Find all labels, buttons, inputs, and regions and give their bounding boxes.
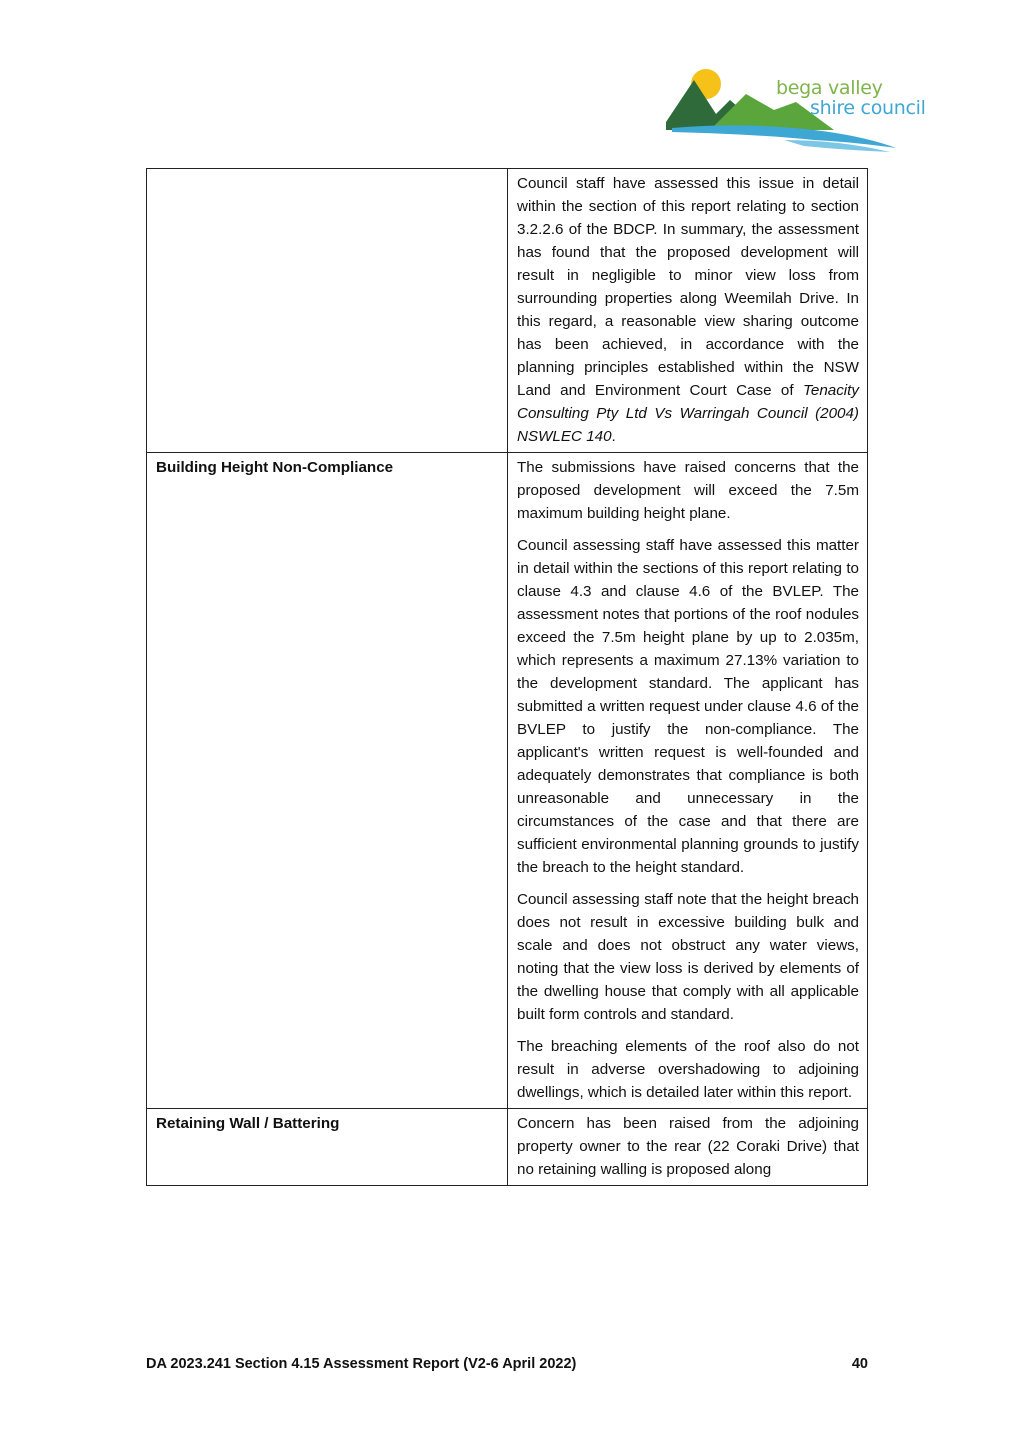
page-number: 40 <box>851 1356 868 1372</box>
text-run: Council staff have assessed this issue in detail within the section of this report relating to section 3.2.2.6 of the BDCP. In summary, the assessment has found that the proposed development will result in negligible to minor view loss from surrounding properties along Weemilah Drive. In this regard, a reasonable view sharing outcome has been achieved, in accordance with the planning principles established within the NSW Land and Environment Court Case of <box>517 175 859 399</box>
text-run: The breaching elements of the roof also do not result in adverse overshadowing to adjoining dwellings, which is detailed later within this report. <box>517 1038 859 1101</box>
text-run: . <box>611 428 616 445</box>
text-run: The submissions have raised concerns that the proposed development will exceed the 7.5m maximum building height plane. <box>517 459 859 522</box>
issue-cell <box>147 169 508 453</box>
response-paragraph <box>517 456 859 525</box>
council-logo <box>664 60 944 158</box>
text-run: Council assessing staff have assessed this matter in detail within the sections of this report relating to clause 4.3 and clause 4.6 of the BVLEP. The assessment notes that portions of the roof nodules exceed the 7.5m height plane by up to 2.035m, which represents a maximum 27.13% variation to the development standard. The applicant has submitted a written request under clause 4.6 of the BVLEP to justify the non-compliance. The applicant's written request is well-founded and adequately demonstrates that compliance is both unreasonable and unnecessary in the circumstances of the case and that there are sufficient environmental planning grounds to justify the breach to the height standard. <box>517 537 859 876</box>
response-paragraph <box>517 888 859 1026</box>
response-paragraph <box>517 172 859 448</box>
table-row <box>147 453 868 1109</box>
text-run: Concern has been raised from the adjoining property owner to the rear (22 Coraki Drive) that no retaining walling is proposed along <box>517 1115 859 1178</box>
page-footer <box>146 1356 868 1372</box>
response-paragraph <box>517 1112 859 1181</box>
logo-line-2: shire council <box>810 97 926 119</box>
response-paragraph <box>517 534 859 879</box>
response-cell <box>508 169 868 453</box>
case-citation: Tenacity Consulting Pty Ltd Vs Warringah Council (2004) NSWLEC 140 <box>517 382 859 445</box>
issue-cell: Retaining Wall / Battering <box>147 1109 508 1186</box>
table-row <box>147 1109 868 1186</box>
submissions-table <box>146 168 868 1186</box>
logo-wave <box>672 125 896 148</box>
response-paragraph <box>517 1035 859 1104</box>
response-cell <box>508 1109 868 1186</box>
submissions-table-body <box>147 169 868 1186</box>
issue-cell: Building Height Non-Compliance <box>147 453 508 1109</box>
logo-wordmark <box>776 78 926 118</box>
table-row <box>147 169 868 453</box>
footer-title: DA 2023.241 Section 4.15 Assessment Report (V2-6 April 2022) <box>146 1356 577 1372</box>
text-run: Council assessing staff note that the height breach does not result in excessive building bulk and scale and does not obstruct any water views, noting that the view loss is derived by elements of the dwelling house that comply with all applicable built form controls and standard. <box>517 891 859 1023</box>
response-cell <box>508 453 868 1109</box>
logo-line-1: bega valley <box>776 77 883 99</box>
